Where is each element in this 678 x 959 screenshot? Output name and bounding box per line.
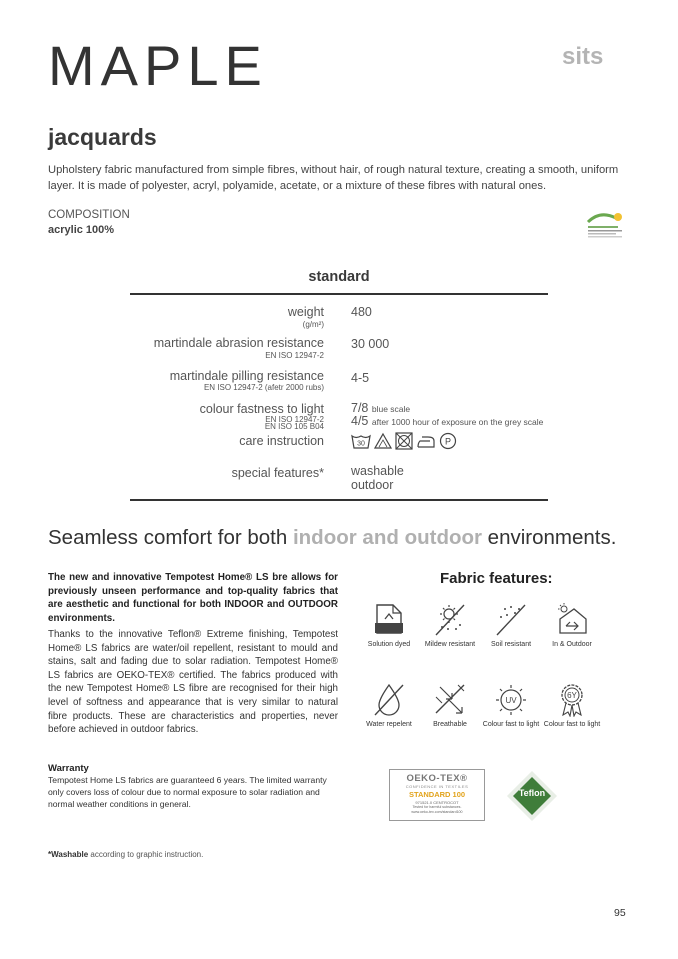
water-repelent-icon xyxy=(371,681,407,717)
feature-in-outdoor xyxy=(539,601,605,649)
svg-text:P: P xyxy=(444,436,452,447)
footnote xyxy=(48,850,203,859)
care-icons xyxy=(351,432,457,450)
feature-caption: In & Outdoor xyxy=(552,641,592,648)
headline-part-2: environments. xyxy=(481,526,617,549)
grey-scale-value: 4/5 xyxy=(351,414,369,428)
pilling-label: martindale pilling resistance xyxy=(169,369,324,383)
feature-caption: Mildew resistant xyxy=(424,641,476,648)
feature-water-repelent xyxy=(356,681,422,729)
svg-text:sits: sits xyxy=(562,45,604,67)
abrasion-label: martindale abrasion resistance xyxy=(153,336,324,350)
teflon-logo-text: Teflon xyxy=(518,788,546,798)
table-top-rule xyxy=(130,293,548,295)
feature-colour-fast-uv xyxy=(478,681,544,729)
feature-caption: Solution dyed xyxy=(367,641,411,648)
sits-logo-icon xyxy=(562,45,630,67)
svg-text:30: 30 xyxy=(357,440,365,448)
oeko-tex-title: OEKO-TEX® xyxy=(406,773,468,784)
oeko-tex-code: 971521.0 CENTROCOT xyxy=(415,800,459,805)
composition-label: COMPOSITION xyxy=(48,209,130,221)
footnote-text: according to graphic instruction. xyxy=(88,850,204,859)
page-number: 95 xyxy=(614,907,626,919)
footnote-bold: *Washable xyxy=(48,850,89,859)
dry-clean-p-icon xyxy=(439,432,457,450)
feature-caption: Colour fast to light xyxy=(482,721,540,728)
product-description: Upholstery fabric manufactured from simple fibres, without hair, of rough natural texture, creating a smooth, uniform layer. It is made of polyester, acryl, polyamide, acetate, or a mixture of these fibres with natural ones. xyxy=(48,164,619,192)
special-feature-outdoor: outdoor xyxy=(351,478,394,492)
warranty-text: Tempotest Home LS fabrics are guaranteed 6 years. The limited warranty only covers loss of colour due to normal exposure to solar radiation and normal weather conditions in general. xyxy=(48,775,327,809)
bleach-icon xyxy=(374,432,392,450)
headline-part-1: Seamless comfort for both xyxy=(48,526,293,549)
oeko-tex-standard: STANDARD 100 xyxy=(408,790,466,799)
grey-scale-note: after 1000 hour of exposure on the grey scale xyxy=(371,417,544,427)
weight-label: weight xyxy=(287,305,324,319)
oeko-tex-url: www.oeko-tex.com/standard100 xyxy=(411,810,463,814)
oeko-tex-tested: Tested for harmful substances. xyxy=(412,805,462,809)
in-outdoor-icon xyxy=(554,601,590,637)
table-bottom-rule xyxy=(130,499,548,501)
feature-caption: Water repelent xyxy=(366,721,412,728)
care-instruction-label: care instruction xyxy=(239,434,324,448)
warranty-title: Warranty xyxy=(48,763,89,774)
feature-solution-dyed xyxy=(356,601,422,649)
feature-caption: Soil resistant xyxy=(490,641,532,648)
breathable-icon xyxy=(432,681,468,717)
certificate-badge-icon xyxy=(582,208,628,242)
wash-30-icon xyxy=(351,432,371,450)
blue-scale-note: blue scale xyxy=(371,404,411,414)
soil-resistant-icon xyxy=(493,601,529,637)
no-tumble-dry-icon xyxy=(395,432,413,450)
brand-logo xyxy=(562,45,630,72)
oeko-tex-tagline: CONFIDENCE IN TEXTILES xyxy=(405,784,469,789)
colour-fastness-value-2 xyxy=(351,414,543,428)
standard-title: standard xyxy=(308,269,370,285)
composition-value: acrylic 100% xyxy=(48,224,115,236)
abrasion-standard: EN ISO 12947-2 xyxy=(265,351,324,360)
iron-icon xyxy=(416,432,436,450)
uv-sun-icon xyxy=(493,681,529,717)
feature-soil-resistant xyxy=(478,601,544,649)
abrasion-value: 30 000 xyxy=(351,337,390,351)
feature-caption: Breathable xyxy=(433,721,467,728)
feature-caption: Colour fast to light xyxy=(543,721,601,728)
colour-fastness-label: colour fastness to light xyxy=(199,402,324,416)
colour-fastness-standard-1: EN ISO 12947-2 xyxy=(265,415,324,424)
headline-highlight: indoor and outdoor xyxy=(292,526,482,549)
special-features-label: special features* xyxy=(231,466,324,480)
colour-fastness-value-1 xyxy=(351,401,410,415)
svg-text:6Y: 6Y xyxy=(567,691,577,700)
intro-paragraph: The new and innovative Tempotest Home® LS bre allows for previously unseen performance and top-quality fabrics that are aesthetic and functional for both INDOOR and OUTDOOR environments. xyxy=(48,572,338,624)
pilling-value: 4-5 xyxy=(351,371,370,385)
colour-fastness-standard-2: EN ISO 105 B04 xyxy=(264,422,324,431)
blue-scale-value: 7/8 xyxy=(351,401,369,415)
oeko-tex-label xyxy=(389,769,485,821)
solution-dyed-icon xyxy=(371,601,407,637)
section-headline xyxy=(48,526,616,550)
feature-breathable xyxy=(417,681,483,729)
feature-mildew-resistant xyxy=(417,601,483,649)
warranty-6y-rosette-icon xyxy=(554,681,590,717)
body-paragraph: Thanks to the innovative Teflon® Extreme finishing, Tempotest Home® LS fabrics are water/oil repellent, resistant to mould and stains, salt and fading due to solar radiation. Tempotest Home® LS fabrics are OEKO-TEX® certified. The fabrics produced with the new Tempotest Home® LS fibre are recognised for their high level of softness and appearance that is very similar to natural fibre products. These are characteristics and properties, never before achieved in outdoor fabrics. xyxy=(48,629,338,736)
product-subtitle: jacquards xyxy=(48,124,157,150)
weight-unit: (g/m²) xyxy=(302,320,324,329)
fabric-features-title: Fabric features: xyxy=(440,570,553,587)
special-feature-washable: washable xyxy=(351,464,404,478)
svg-text:UV: UV xyxy=(505,696,517,705)
page-title: MAPLE xyxy=(48,34,268,97)
mildew-resistant-icon xyxy=(432,601,468,637)
weight-value: 480 xyxy=(351,305,372,319)
pilling-standard: EN ISO 12947-2 (afetr 2000 rubs) xyxy=(203,383,324,392)
feature-colour-fast-6y xyxy=(539,681,605,729)
